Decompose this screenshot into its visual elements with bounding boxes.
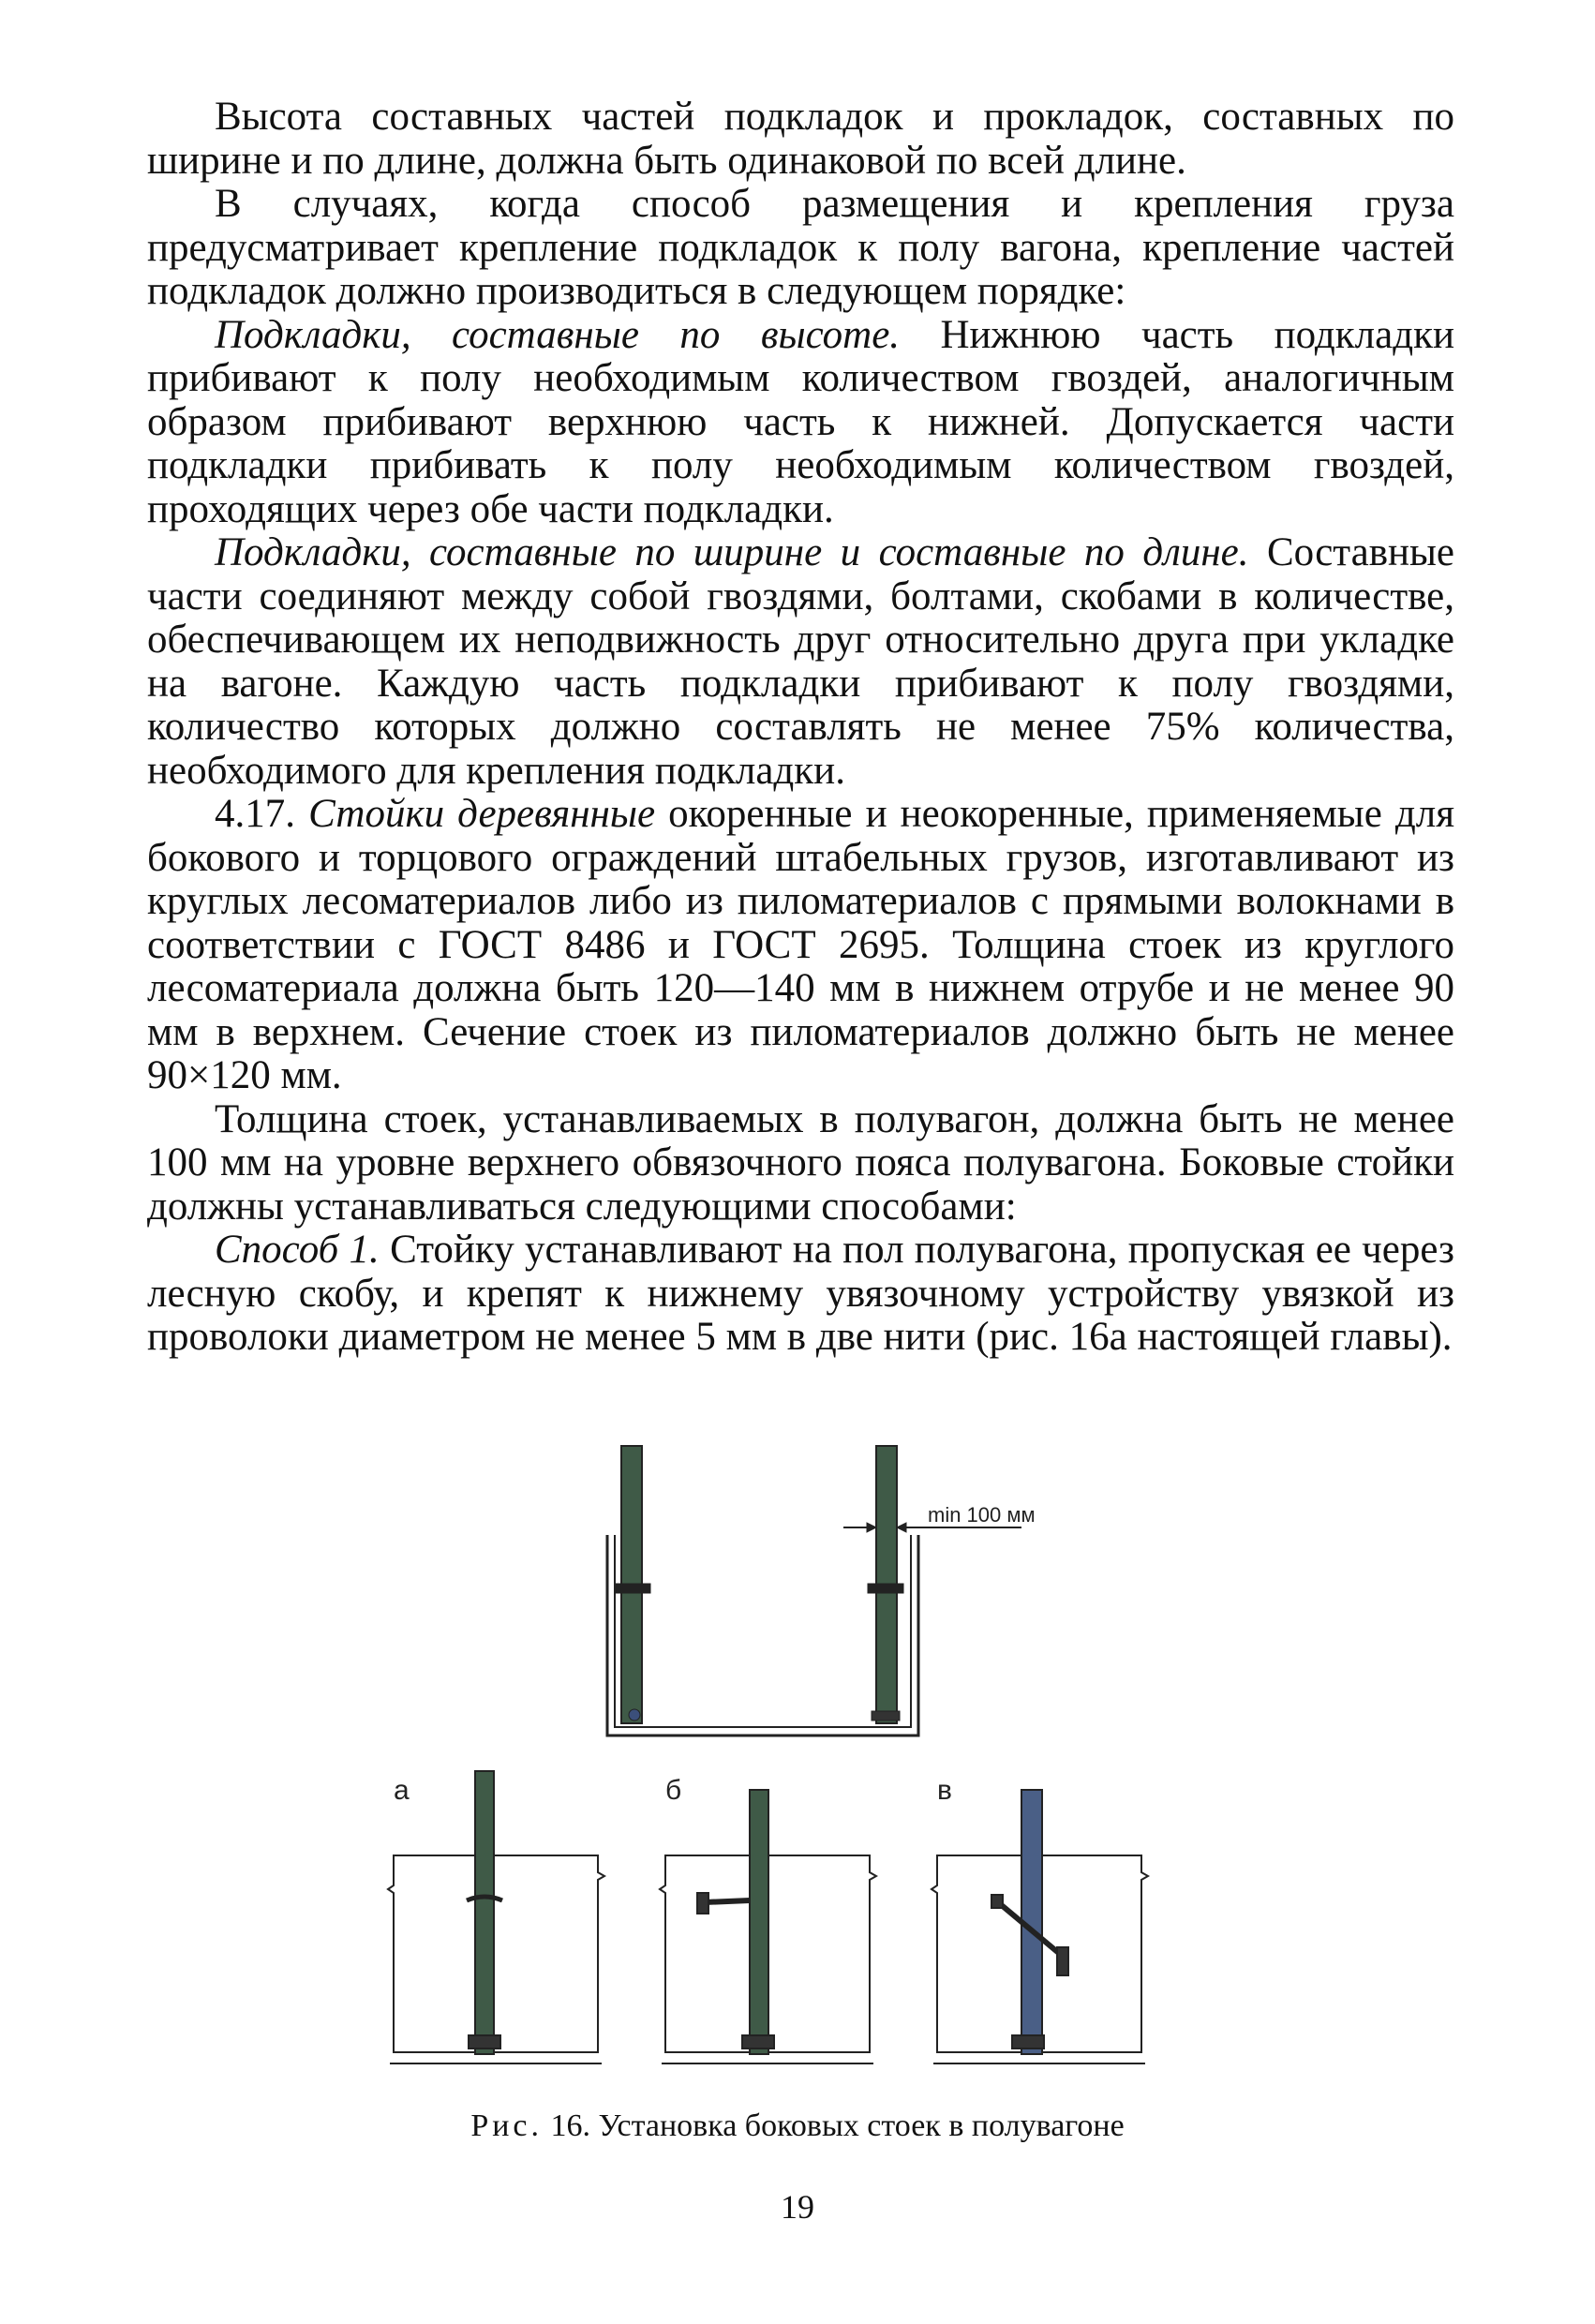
paragraph-7-text: Стойку устанавливают на пол полувагона, пропуская ее через лесную скобу, и крепят к нижнему увязочному устройству увязкой из проволоки диаметром не менее 5 мм в две нити (рис. 16а настоящей главы).	[147, 1228, 1454, 1359]
gondola-cross-section	[607, 1446, 1036, 1736]
caption-prefix: Рис.	[470, 2108, 544, 2143]
stake-a	[475, 1771, 494, 2054]
panel-label-c: в	[937, 1775, 952, 1806]
figure-caption	[0, 2108, 1595, 2144]
panel-label-b: б	[665, 1775, 682, 1806]
paragraph-2: В случаях, когда способ размещения и крепления груза предусматривает крепление подкладок к полу вагона, крепление частей подкладок должно производиться в следующем порядке:	[147, 182, 1454, 313]
stake-base-left	[629, 1709, 640, 1721]
panel-a	[388, 1771, 604, 2063]
paragraph-6: Толщина стоек, устанавливаемых в полувагон, должна быть не менее 100 мм на уровне верхнего обвязочного пояса полувагона. Боковые стойки должны устанавливаться следующими способами:	[147, 1096, 1454, 1229]
section-number: 4.17.	[215, 792, 309, 836]
paragraph-7-heading: Способ 1.	[215, 1228, 380, 1272]
panel-b	[660, 1790, 876, 2063]
paragraph-4-heading: Подкладки, составные по ширине и составные по длине.	[215, 530, 1249, 574]
paragraph-1: Высота составных частей подкладок и прокладок, составных по ширине и по длине, должна быть одинаковой по всей длине.	[147, 95, 1454, 183]
panel-label-a: а	[394, 1775, 410, 1806]
body-text	[147, 96, 1454, 1360]
paragraph-4-text: Составные части соединяют между собой гвоздями, болтами, скобами в количестве, обеспечивающем их неподвижность друг относительно друга при укладке на вагоне. Каждую часть подкладки прибивают к полу гвоздями, количество которых должно составлять не менее 75% количества, необходимого для крепления подкладки.	[147, 530, 1455, 793]
paragraph-3	[147, 314, 1454, 532]
paragraph-5-text: окоренные и неокоренные, применяемые для бокового и торцового ограждений штабельных грузов, изготавливают из круглых лесоматериалов либо из пиломатериалов с прямыми волокнами в соответствии с ГОСТ 8486 и ГОСТ 2695. Толщина стоек из круглого лесоматериала должна быть 120—140 мм в нижнем отрубе и не менее 90 мм в верхнем. Сечение стоек из пиломатериалов должно быть не менее 90×120 мм.	[147, 792, 1454, 1097]
paragraph-5	[147, 793, 1454, 1098]
stake-b	[750, 1790, 768, 2054]
paragraph-4	[147, 531, 1454, 793]
paragraph-3-heading: Подкладки, составные по высоте.	[215, 312, 901, 357]
paragraph-3-text: Нижнюю часть подкладки прибивают к полу необходимым количеством гвоздей, аналогичным образом прибивают верхнюю часть к нижней. Допускается части подкладки прибивать к полу необходимым количеством гвоздей, проходящих через обе части подкладки.	[147, 312, 1454, 531]
paragraph-5-heading: Стойки деревянные	[308, 792, 656, 836]
page-number: 19	[781, 2188, 814, 2226]
caption-text: 16. Установка боковых стоек в полувагоне	[543, 2108, 1125, 2143]
paragraph-7	[147, 1229, 1454, 1360]
dimension-label: min 100 мм	[928, 1503, 1036, 1527]
panel-c	[932, 1790, 1148, 2063]
figure-16	[356, 1434, 1246, 2090]
